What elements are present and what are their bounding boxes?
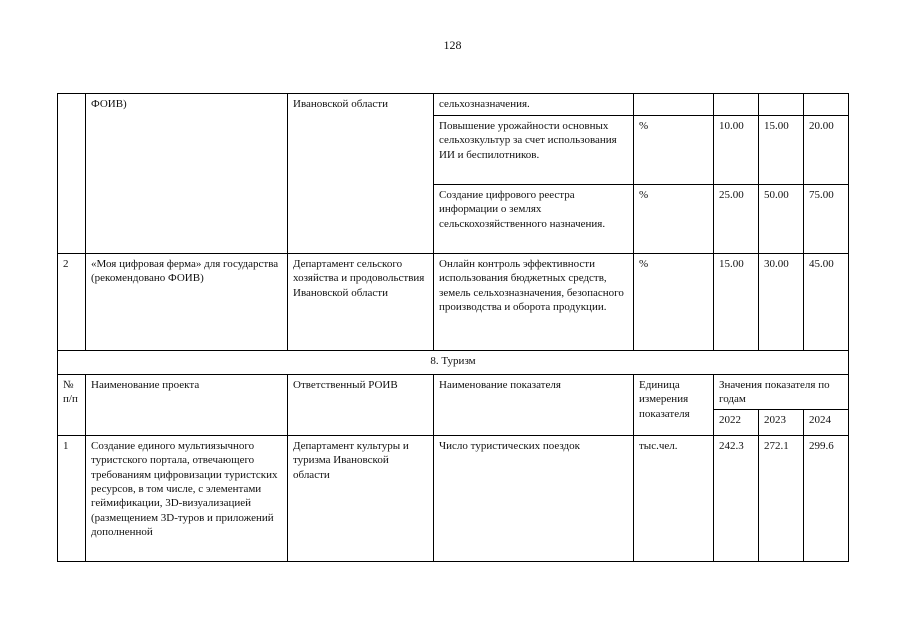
table-row [58, 254, 849, 351]
value-2022: 25.00 [714, 185, 759, 254]
indicator-unit: тыс.чел. [634, 435, 714, 561]
value-2023: 272.1 [759, 435, 804, 561]
indicator-unit: % [634, 116, 714, 185]
header-year-2023: 2023 [759, 409, 804, 435]
value-2023: 30.00 [759, 254, 804, 351]
value-2024: 20.00 [804, 116, 849, 185]
project-name: «Моя цифровая ферма» для государства (рекомендовано ФОИВ) [86, 254, 288, 351]
responsible-body: Департамент сельского хозяйства и продовольствия Ивановской области [288, 254, 434, 351]
value-2022: 10.00 [714, 116, 759, 185]
indicator-name: Онлайн контроль эффективности использования бюджетных средств, земель сельхозназначения, безопасного производства и оборота продукции. [434, 254, 634, 351]
project-name: ФОИВ) [86, 94, 288, 254]
value-2023: 50.00 [759, 185, 804, 254]
value-2022: 15.00 [714, 254, 759, 351]
value-2024: 45.00 [804, 254, 849, 351]
row-number [58, 94, 86, 254]
row-number: 2 [58, 254, 86, 351]
value-2024: 75.00 [804, 185, 849, 254]
header-year-2024: 2024 [804, 409, 849, 435]
indicator-unit: % [634, 254, 714, 351]
value-2024: 299.6 [804, 435, 849, 561]
row-number: 1 [58, 435, 86, 561]
indicator-unit [634, 94, 714, 116]
responsible-body: Департамент культуры и туризма Ивановской области [288, 435, 434, 561]
section-row [58, 351, 849, 375]
indicator-name: сельхозназначения. [434, 94, 634, 116]
indicator-name: Создание цифрового реестра информации о землях сельскохозяйственного назначения. [434, 185, 634, 254]
value-2023 [759, 94, 804, 116]
value-2022: 242.3 [714, 435, 759, 561]
header-year-2022: 2022 [714, 409, 759, 435]
indicator-name: Повышение урожайности основных сельхозкультур за счет использования ИИ и беспилотников. [434, 116, 634, 185]
header-indicator: Наименование показателя [434, 375, 634, 436]
indicators-table [57, 93, 849, 562]
value-2023: 15.00 [759, 116, 804, 185]
header-number: № п/п [58, 375, 86, 436]
project-name: Создание единого мультиязычного туристского портала, отвечающего требованиям цифровизации туристских ресурсов, в том числе, с элементами геймификации, 3D-визуализацией (размещением 3D-туров и приложений дополненной [86, 435, 288, 561]
header-row [58, 375, 849, 410]
page-number: 128 [443, 38, 462, 52]
table-row [58, 94, 849, 116]
header-project: Наименование проекта [86, 375, 288, 436]
indicator-name: Число туристических поездок [434, 435, 634, 561]
value-2024 [804, 94, 849, 116]
header-unit: Единица измерения показателя [634, 375, 714, 436]
table-row [58, 435, 849, 561]
responsible-body: Ивановской области [288, 94, 434, 254]
value-2022 [714, 94, 759, 116]
section-title: 8. Туризм [58, 351, 849, 375]
indicator-unit: % [634, 185, 714, 254]
header-values: Значения показателя по годам [714, 375, 849, 410]
header-responsible: Ответственный РОИВ [288, 375, 434, 436]
